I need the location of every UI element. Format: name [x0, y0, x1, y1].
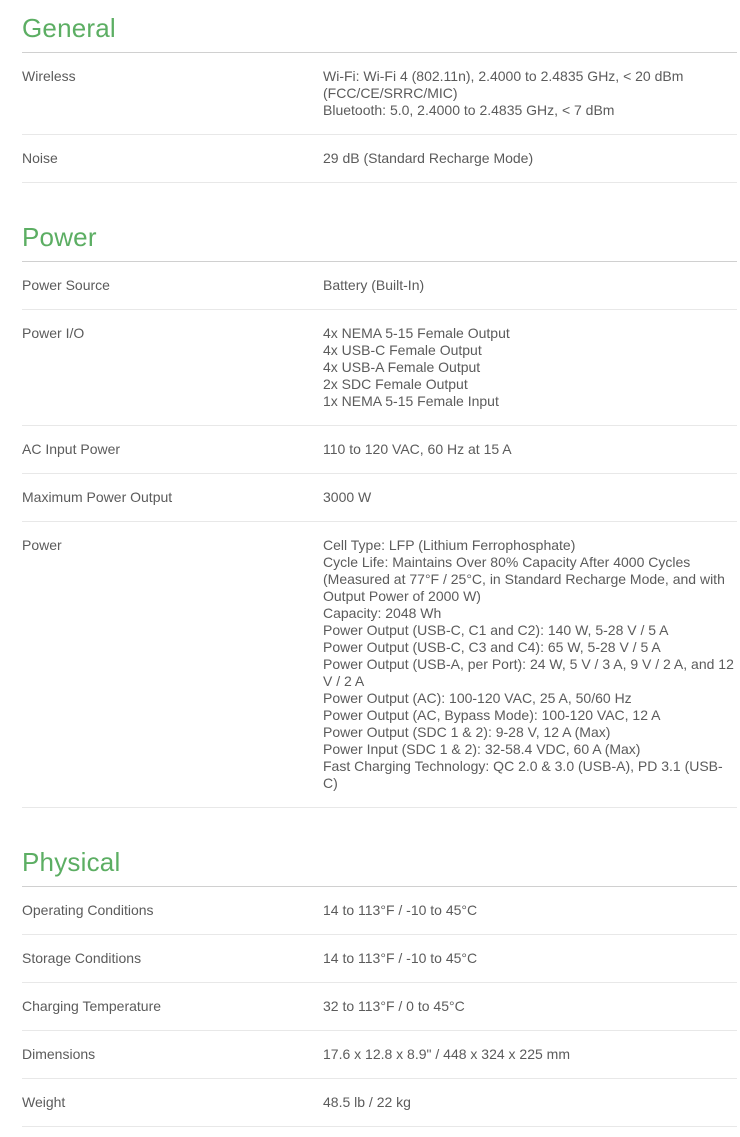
spec-value — [323, 441, 737, 458]
spec-value-line: 17.6 x 12.8 x 8.9" / 448 x 324 x 225 mm — [323, 1046, 571, 1062]
spec-value — [323, 1046, 737, 1063]
spec-value-line: 14 to 113°F / -10 to 45°C — [323, 950, 478, 966]
spec-row — [22, 426, 737, 474]
spec-value — [323, 325, 737, 410]
spec-value-line: Power Output (AC, Bypass Mode): 100-120 VAC, 12 A — [323, 707, 661, 723]
spec-row — [22, 1031, 737, 1079]
spec-label: Weight — [22, 1094, 66, 1110]
spec-value-line: Wi-Fi: Wi-Fi 4 (802.11n), 2.4000 to 2.4835 GHz, < 20 dBm (FCC/CE/SRRC/MIC) — [323, 68, 684, 101]
section-rows — [0, 53, 740, 183]
spec-value-line: 4x NEMA 5-15 Female Output — [323, 325, 510, 341]
spec-value — [323, 277, 737, 294]
spec-row — [22, 53, 737, 135]
section-rows — [0, 262, 740, 808]
spec-row — [22, 310, 737, 426]
spec-label: Charging Temperature — [22, 998, 162, 1014]
spec-value-line: 1x NEMA 5-15 Female Input — [323, 393, 499, 409]
spec-value — [323, 1094, 737, 1111]
spec-row — [22, 522, 737, 808]
spec-value — [323, 998, 737, 1015]
spec-value-line: Cycle Life: Maintains Over 80% Capacity After 4000 Cycles (Measured at 77°F / 25°C, in Standard Recharge Mode, and with Output Power of 2000 W) — [323, 554, 725, 604]
section-title: Power — [22, 222, 97, 252]
spec-section-physical — [0, 847, 740, 1127]
spec-label: Power Source — [22, 277, 110, 293]
section-title: General — [22, 13, 116, 43]
section-rows — [0, 887, 740, 1127]
spec-value-line: Power Output (USB-C, C1 and C2): 140 W, 5-28 V / 5 A — [323, 622, 669, 638]
spec-label: Noise — [22, 150, 58, 166]
spec-label: Dimensions — [22, 1046, 96, 1062]
spec-value-line: Power Input (SDC 1 & 2): 32-58.4 VDC, 60 A (Max) — [323, 741, 641, 757]
section-title: Physical — [22, 847, 121, 877]
spec-label: AC Input Power — [22, 441, 121, 457]
spec-value-line: Power Output (AC): 100-120 VAC, 25 A, 50/60 Hz — [323, 690, 632, 706]
spec-value-line: 14 to 113°F / -10 to 45°C — [323, 902, 478, 918]
spec-value-line: Power Output (USB-C, C3 and C4): 65 W, 5-28 V / 5 A — [323, 639, 661, 655]
spec-label: Operating Conditions — [22, 902, 154, 918]
spec-label: Power I/O — [22, 325, 85, 341]
spec-label: Maximum Power Output — [22, 489, 173, 505]
spec-value — [323, 489, 737, 506]
spec-value — [323, 150, 737, 167]
spec-value-line: 48.5 lb / 22 kg — [323, 1094, 411, 1110]
spec-value — [323, 537, 737, 792]
spec-label: Wireless — [22, 68, 76, 84]
spec-value-line: 110 to 120 VAC, 60 Hz at 15 A — [323, 441, 512, 457]
spec-label: Storage Conditions — [22, 950, 142, 966]
spec-row — [22, 935, 737, 983]
spec-value-line: Capacity: 2048 Wh — [323, 605, 442, 621]
spec-value-line: Bluetooth: 5.0, 2.4000 to 2.4835 GHz, < 7 dBm — [323, 102, 615, 118]
spec-value-line: Fast Charging Technology: QC 2.0 & 3.0 (USB-A), PD 3.1 (USB-C) — [323, 758, 723, 791]
spec-value-line: 2x SDC Female Output — [323, 376, 468, 392]
spec-section-power — [0, 222, 740, 808]
spec-value-line: Power Output (USB-A, per Port): 24 W, 5 V / 3 A, 9 V / 2 A, and 12 V / 2 A — [323, 656, 734, 689]
spec-value-line: 4x USB-A Female Output — [323, 359, 481, 375]
spec-row — [22, 983, 737, 1031]
spec-row — [22, 135, 737, 183]
spec-value-line: 29 dB (Standard Recharge Mode) — [323, 150, 534, 166]
spec-value-line: 32 to 113°F / 0 to 45°C — [323, 998, 465, 1014]
spec-value — [323, 950, 737, 967]
spec-row — [22, 474, 737, 522]
spec-row — [22, 262, 737, 310]
spec-value-line: Power Output (SDC 1 & 2): 9-28 V, 12 A (Max) — [323, 724, 611, 740]
spec-value-line: 4x USB-C Female Output — [323, 342, 482, 358]
spec-value-line: Cell Type: LFP (Lithium Ferrophosphate) — [323, 537, 576, 553]
spec-value — [323, 902, 737, 919]
spec-row — [22, 1079, 737, 1127]
spec-row — [22, 887, 737, 935]
spec-section-general — [0, 13, 740, 183]
spec-value — [323, 68, 737, 119]
spec-label: Power — [22, 537, 62, 553]
spec-value-line: 3000 W — [323, 489, 372, 505]
spec-value-line: Battery (Built-In) — [323, 277, 425, 293]
